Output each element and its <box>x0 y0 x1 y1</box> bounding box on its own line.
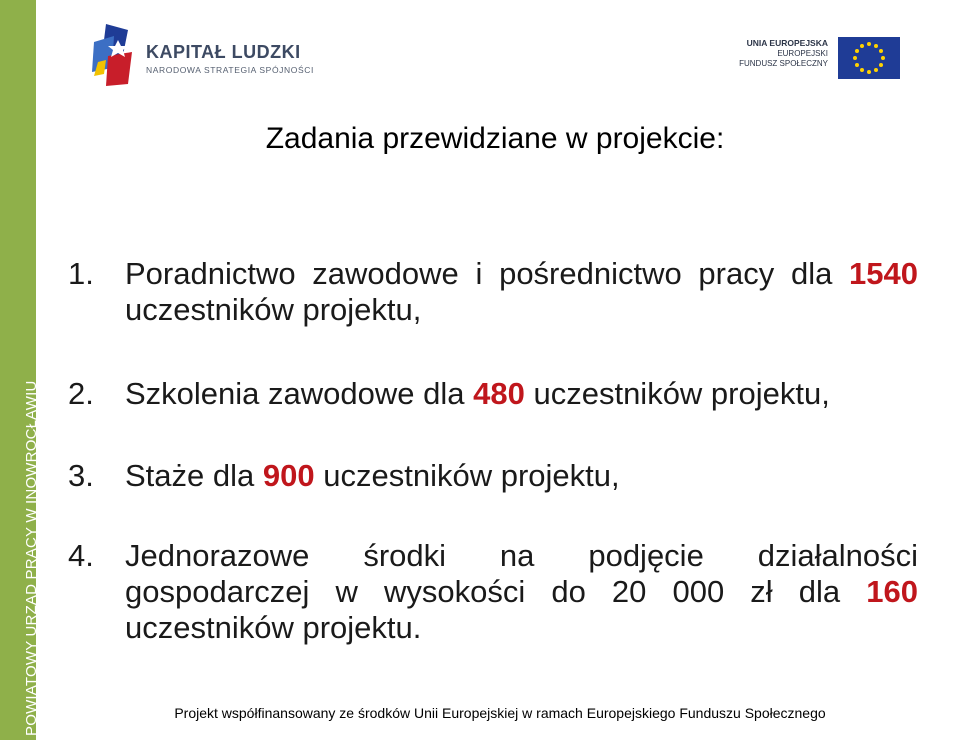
task-text-end: uczestników projektu, <box>524 376 830 411</box>
eu-logo-line1: UNIA EUROPEJSKA <box>746 38 828 48</box>
task-count: 480 <box>473 376 525 411</box>
task-text-end: uczestników projektu, <box>125 292 422 327</box>
task-text: dla <box>204 458 263 493</box>
kapital-ludzki-emblem-icon <box>88 22 140 88</box>
task-number: 3. <box>68 458 94 493</box>
task-heading-cont: gospodarczej <box>125 574 310 609</box>
slide-title: Zadania przewidziane w projekcie: <box>265 122 725 155</box>
task-count: 900 <box>262 458 315 493</box>
task-number: 2. <box>68 376 94 411</box>
task-list <box>68 256 918 646</box>
footer-note: Projekt współfinansowany ze środków Unii Europejskiej w ramach Europejskiego Funduszu Społecznego <box>174 705 826 721</box>
task-count: 1540 <box>849 256 918 291</box>
task-text: w wysokości do 20 000 zł dla <box>309 574 867 609</box>
eu-flag-icon <box>838 37 900 79</box>
task-count: 160 <box>866 574 918 609</box>
task-text: dla <box>414 376 474 411</box>
task-item-1 <box>68 256 918 328</box>
task-heading: Jednorazowe środki na podjęcie działalności <box>125 538 918 573</box>
eu-logo-line2: EUROPEJSKI <box>777 48 828 58</box>
side-band <box>0 0 40 740</box>
kapital-ludzki-title: KAPITAŁ LUDZKI <box>146 42 301 62</box>
kapital-ludzki-subtitle: NARODOWA STRATEGIA SPÓJNOŚCI <box>146 65 314 75</box>
eu-logo <box>722 34 900 82</box>
task-item-2 <box>68 376 918 412</box>
task-heading: Szkolenia zawodowe <box>125 376 415 411</box>
eu-logo-line3: FUNDUSZ SPOŁECZNY <box>739 59 828 68</box>
kapital-ludzki-logo <box>88 22 314 90</box>
task-text-end: uczestników projektu, <box>314 458 620 493</box>
task-text: Poradnictwo zawodowe i pośrednictwo pracy dla <box>125 256 850 291</box>
task-heading: Staże <box>125 458 205 493</box>
side-text-container <box>4 356 40 736</box>
eu-logo-text <box>739 38 828 70</box>
task-number: 1. <box>68 256 94 291</box>
side-band-text: POWIATOWY URZĄD PRACY W INOWROCŁAWIU <box>23 380 40 736</box>
task-number: 4. <box>68 538 94 573</box>
task-text-end: uczestników projektu. <box>125 610 422 645</box>
task-item-3 <box>68 458 918 494</box>
task-item-4 <box>68 538 918 646</box>
